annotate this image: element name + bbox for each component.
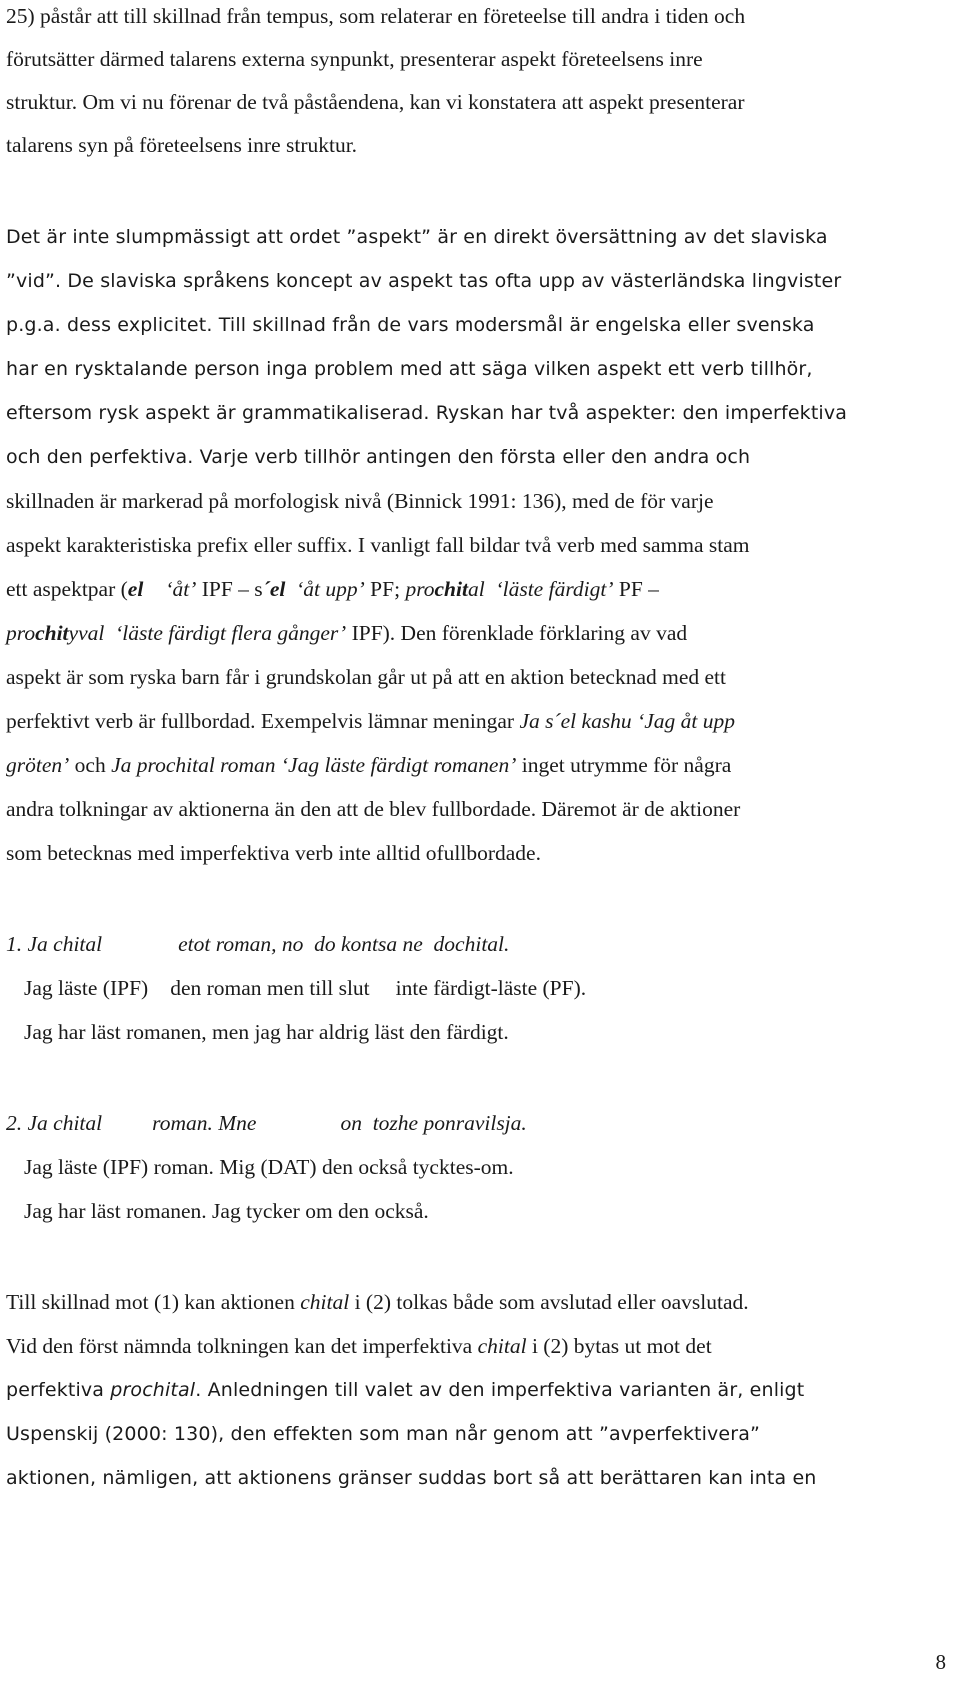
- text-line: aspekt är som ryska barn får i grundskolan går ut på att en aktion betecknad med ett: [6, 665, 727, 689]
- text-span: yval: [68, 621, 105, 645]
- text-line: förutsätter därmed talarens externa synpunkt, presenterar aspekt företeelsens inre: [6, 47, 703, 71]
- text-span: ‘åt upp’: [296, 577, 365, 601]
- text-span: i (2) bytas ut mot det: [526, 1334, 712, 1358]
- text-line: som betecknas med imperfektiva verb inte alltid ofullbordade.: [6, 841, 541, 865]
- text-span: i (2) tolkas både som avslutad eller oavslutad.: [349, 1290, 749, 1314]
- text-span: och: [69, 753, 112, 777]
- text-span: gröten’: [6, 753, 70, 777]
- text-span: Vid den först nämnda tolkningen kan det imperfektiva: [6, 1334, 478, 1358]
- text-line: Uspenskij (2000: 130), den effekten som man når genom att ”avperfektivera”: [6, 1423, 760, 1445]
- text-span: dochital.: [433, 932, 510, 956]
- example-line: [24, 974, 586, 1002]
- text-span: PF –: [618, 577, 659, 601]
- example-line: [6, 1109, 527, 1137]
- text-span: inget utrymme för några: [516, 753, 732, 777]
- text-span: el: [127, 577, 144, 601]
- text-span: den roman men till slut: [170, 976, 370, 1000]
- text-span: al: [467, 577, 485, 601]
- text-span: pro: [405, 577, 435, 601]
- text-line: eftersom rysk aspekt är grammatikaliserad. Ryskan har två aspekter: den imperfektiva: [6, 402, 848, 424]
- text-line: aktionen, nämligen, att aktionens gränser suddas bort så att berättaren kan inta en: [6, 1467, 817, 1489]
- text-line: [6, 619, 687, 647]
- text-line: [6, 751, 731, 779]
- text-span: PF;: [370, 577, 406, 601]
- text-span: chit: [434, 577, 468, 601]
- text-span: 2. Ja chital: [6, 1111, 103, 1135]
- text-line: p.g.a. dess explicitet. Till skillnad från de vars modersmål är engelska eller svenska: [6, 314, 815, 336]
- text-line: har en rysktalande person inga problem med att säga vilken aspekt ett verb tillhör,: [6, 358, 813, 380]
- text-span: ‘Jag åt upp: [637, 709, 735, 733]
- text-span: etot roman, no: [178, 932, 304, 956]
- page-number: 8: [935, 1650, 946, 1674]
- text-span: perfektivt verb är fullbordad. Exempelvis lämnar meningar: [6, 709, 520, 733]
- text-span: ‘läste färdigt’: [495, 577, 614, 601]
- text-span: chital: [300, 1290, 350, 1314]
- example-line: [6, 930, 509, 958]
- text-line: ”vid”. De slaviska språkens koncept av aspekt tas ofta upp av västerländska lingvister: [6, 270, 842, 292]
- text-line: struktur. Om vi nu förenar de två påståendena, kan vi konstatera att aspekt presenterar: [6, 90, 745, 114]
- example-line: Jag har läst romanen. Jag tycker om den också.: [24, 1199, 429, 1223]
- text-line: [6, 575, 659, 603]
- text-span: on: [340, 1111, 362, 1135]
- text-span: inte färdigt-läste (PF).: [395, 976, 587, 1000]
- text-span: chit: [35, 621, 69, 645]
- text-span: ‘läste färdigt flera gånger’: [115, 621, 347, 645]
- text-span: Jag läste (IPF): [24, 976, 149, 1000]
- text-line: [6, 1288, 749, 1316]
- text-line: [6, 1332, 712, 1360]
- text-span: perfektiva: [6, 1379, 111, 1401]
- text-line: [6, 1376, 804, 1404]
- text-span: pro: [6, 621, 36, 645]
- text-line: aspekt karakteristiska prefix eller suffix. I vanligt fall bildar två verb med samma stam: [6, 533, 750, 557]
- text-span: chital: [477, 1334, 527, 1358]
- text-span: ´el: [262, 577, 286, 601]
- text-line: 25) påstår att till skillnad från tempus, som relaterar en företeelse till andra i tiden och: [6, 4, 746, 28]
- text-span: IPF). Den förenklade förklaring av vad: [351, 621, 688, 645]
- example-line: Jag läste (IPF) roman. Mig (DAT) den också tycktes-om.: [24, 1155, 514, 1179]
- text-span: do kontsa ne: [314, 932, 423, 956]
- text-span: ‘åt’: [165, 577, 197, 601]
- text-span: roman. Mne: [152, 1111, 257, 1135]
- text-span: Ja prochital roman: [111, 753, 276, 777]
- text-span: prochital: [110, 1379, 196, 1401]
- text-span: ‘Jag läste färdigt romanen’: [280, 753, 517, 777]
- text-span: Ja s´el kashu: [519, 709, 632, 733]
- text-line: och den perfektiva. Varje verb tillhör antingen den första eller den andra och: [6, 446, 751, 468]
- text-span: ett aspektpar (: [6, 577, 128, 601]
- text-span: . Anledningen till valet av den imperfektiva varianten är, enligt: [195, 1379, 805, 1401]
- text-span: tozhe ponravilsja.: [372, 1111, 527, 1135]
- text-span: 1. Ja chital: [6, 932, 103, 956]
- text-span: IPF – s: [201, 577, 263, 601]
- text-line: skillnaden är markerad på morfologisk nivå (Binnick 1991: 136), med de för varje: [6, 489, 714, 513]
- text-line: talarens syn på företeelsens inre struktur.: [6, 133, 358, 157]
- text-line: [6, 707, 735, 735]
- text-line: andra tolkningar av aktionerna än den att de blev fullbordade. Däremot är de aktioner: [6, 797, 741, 821]
- example-line: Jag har läst romanen, men jag har aldrig läst den färdigt.: [24, 1020, 509, 1044]
- text-line: Det är inte slumpmässigt att ordet ”aspekt” är en direkt översättning av det slaviska: [6, 226, 828, 248]
- text-span: Till skillnad mot (1) kan aktionen: [6, 1290, 301, 1314]
